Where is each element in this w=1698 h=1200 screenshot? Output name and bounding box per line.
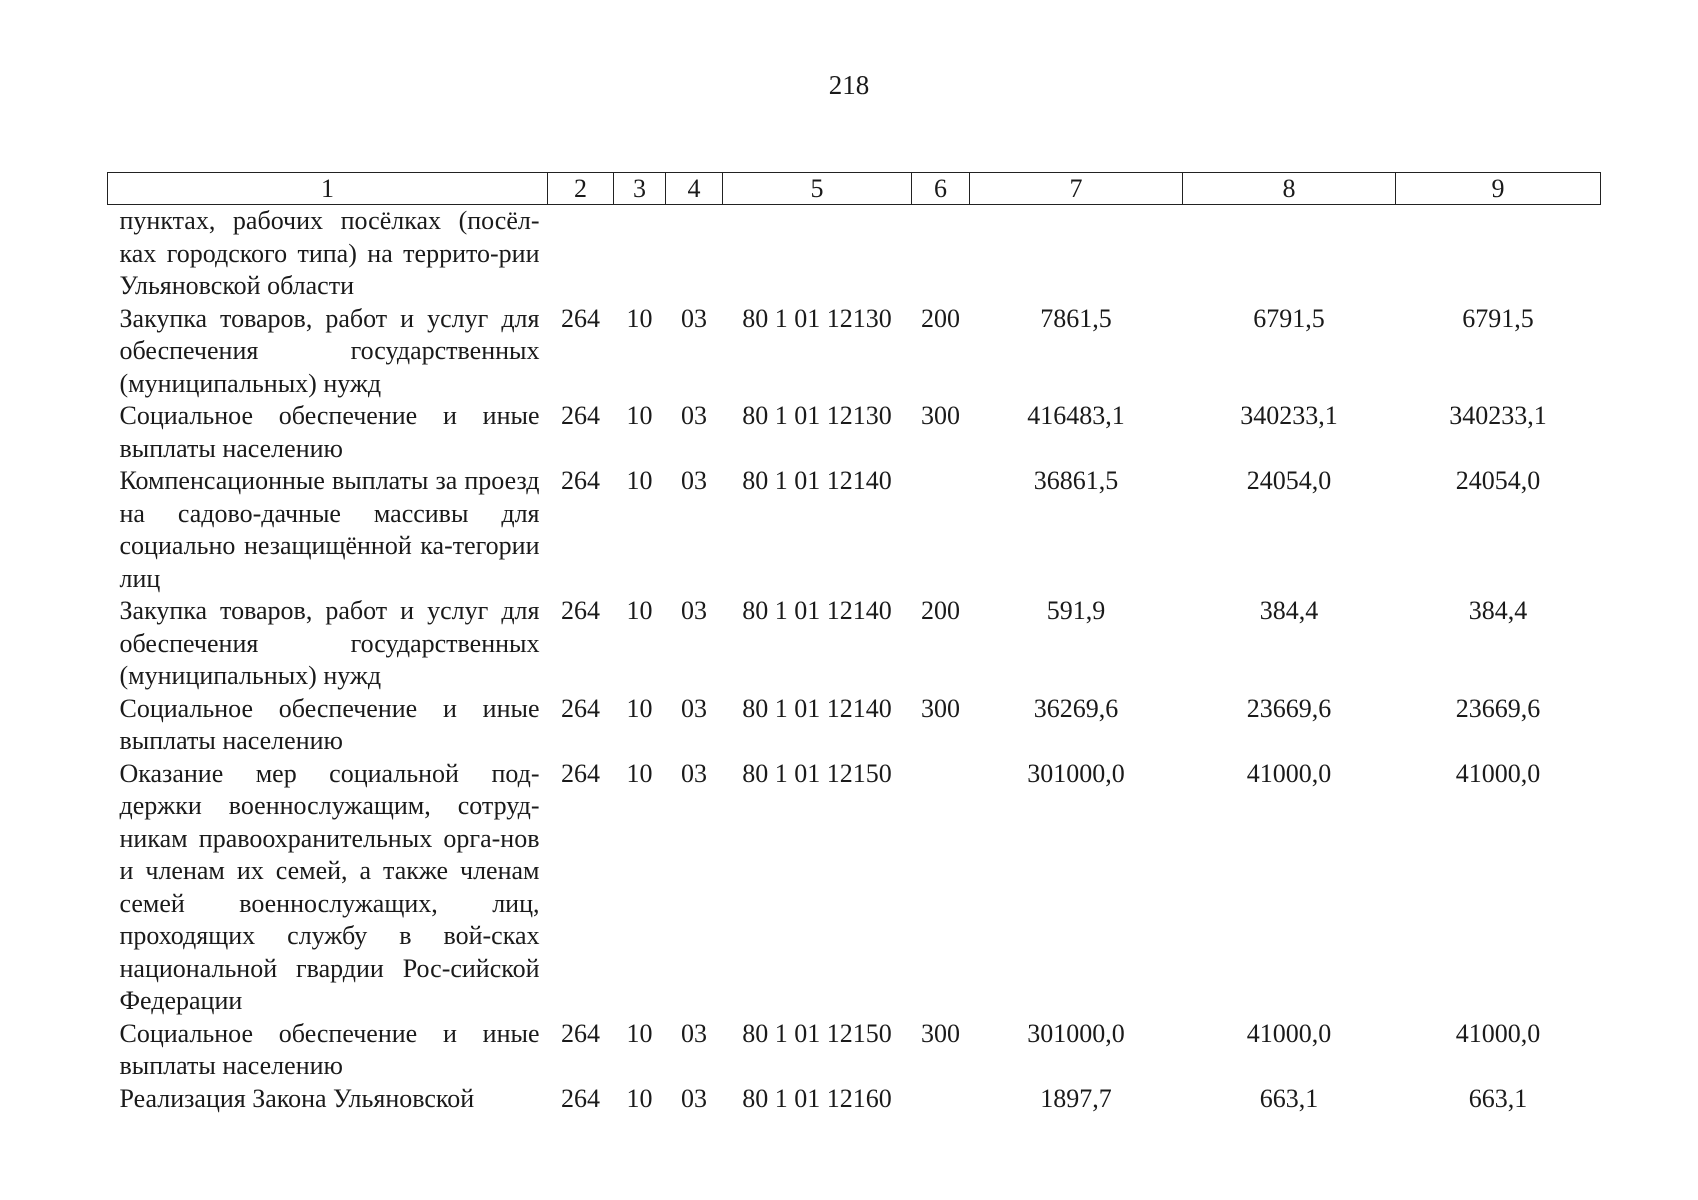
row-amount-8: 340233,1 xyxy=(1240,401,1338,430)
row-amount-7: 1897,7 xyxy=(1040,1083,1112,1113)
row-amount-9: 340233,1 xyxy=(1449,401,1547,430)
row-admin-code xyxy=(548,205,614,303)
row-section: 10 xyxy=(626,758,653,788)
header-col-3: 3 xyxy=(614,173,666,205)
row-name: Социальное обеспечение и иные выплаты населению xyxy=(119,1018,540,1080)
row-expense-type xyxy=(912,205,970,303)
table-row xyxy=(108,1083,1601,1116)
row-admin-code: 264 xyxy=(561,1083,600,1113)
row-amount-9: 6791,5 xyxy=(1462,303,1534,333)
row-admin-code: 264 xyxy=(561,693,600,723)
row-amount-7: 36861,5 xyxy=(1033,466,1119,495)
row-admin-code: 264 xyxy=(561,758,600,788)
row-amount-7: 301000,0 xyxy=(1027,758,1125,788)
page-number: 218 xyxy=(828,70,870,100)
row-amount-7: 36269,6 xyxy=(1033,693,1119,723)
row-admin-code: 264 xyxy=(561,401,600,430)
row-section xyxy=(614,205,666,303)
row-name: Социальное обеспечение и иные выплаты населению xyxy=(119,693,540,755)
row-amount-8: 41000,0 xyxy=(1246,758,1332,788)
row-amount-9: 663,1 xyxy=(1468,1083,1528,1113)
header-col-4: 4 xyxy=(666,173,723,205)
row-target-article: 80 1 01 12140 xyxy=(742,693,892,723)
row-subsection: 03 xyxy=(681,466,707,495)
table-row xyxy=(108,205,1601,303)
row-admin-code: 264 xyxy=(561,1018,600,1048)
row-amount-9: 41000,0 xyxy=(1455,758,1541,788)
row-expense-type: 200 xyxy=(921,303,960,333)
header-col-6: 6 xyxy=(912,173,970,205)
row-amount-8: 384,4 xyxy=(1259,596,1319,625)
row-target-article: 80 1 01 12150 xyxy=(742,1018,892,1048)
row-subsection: 03 xyxy=(681,758,707,788)
row-section: 10 xyxy=(626,303,653,333)
row-amount-8: 663,1 xyxy=(1259,1083,1319,1113)
row-name: Закупка товаров, работ и услуг для обеспечения государственных (муниципальных) нужд xyxy=(119,596,540,690)
row-name: Реализация Закона Ульяновской xyxy=(119,1083,475,1113)
row-subsection: 03 xyxy=(681,303,707,333)
row-name: Компенсационные выплаты за проезд на садово-дачные массивы для социально незащищённой ка-тегории лиц xyxy=(119,466,540,593)
row-target-article: 80 1 01 12130 xyxy=(742,401,892,430)
budget-table xyxy=(107,172,1601,1115)
row-target-article: 80 1 01 12140 xyxy=(742,596,892,625)
table-row xyxy=(108,595,1601,693)
row-target-article: 80 1 01 12130 xyxy=(742,303,892,333)
row-expense-type: 300 xyxy=(921,1018,960,1048)
row-amount-7 xyxy=(970,205,1183,303)
header-col-5: 5 xyxy=(723,173,912,205)
row-name: Оказание мер социальной под-держки военнослужащим, сотруд-никам правоохранительных орга-нов и членам их семей, а также членам семей военнослужащих, лиц, проходящих службу в вой-сках национальной гвардии Рос-сийской Федерации xyxy=(119,758,540,1015)
header-row xyxy=(108,173,1601,205)
row-amount-9: 24054,0 xyxy=(1455,466,1541,495)
row-amount-7: 7861,5 xyxy=(1040,303,1112,333)
table-row xyxy=(108,693,1601,758)
table-row xyxy=(108,303,1601,401)
row-amount-9: 41000,0 xyxy=(1455,1018,1541,1048)
row-section: 10 xyxy=(626,401,653,430)
row-amount-8: 41000,0 xyxy=(1246,1018,1332,1048)
row-subsection: 03 xyxy=(681,401,707,430)
row-amount-9 xyxy=(1396,205,1601,303)
row-amount-9: 23669,6 xyxy=(1455,693,1541,723)
row-amount-7: 591,9 xyxy=(1046,596,1106,625)
row-expense-type xyxy=(912,758,970,1018)
row-target-article: 80 1 01 12140 xyxy=(742,466,892,495)
row-section: 10 xyxy=(626,466,653,495)
row-admin-code: 264 xyxy=(561,303,600,333)
header-col-2: 2 xyxy=(548,173,614,205)
row-amount-9: 384,4 xyxy=(1468,596,1528,625)
header-col-9: 9 xyxy=(1396,173,1601,205)
row-expense-type xyxy=(912,465,970,595)
row-name: пунктах, рабочих посёлках (посёл-ках городского типа) на террито-рии Ульяновской области xyxy=(119,206,540,300)
table-row xyxy=(108,758,1601,1018)
row-expense-type xyxy=(912,1083,970,1116)
row-target-article: 80 1 01 12160 xyxy=(742,1083,892,1113)
row-section: 10 xyxy=(626,1018,653,1048)
row-subsection: 03 xyxy=(681,1018,707,1048)
row-expense-type: 300 xyxy=(921,401,960,430)
row-expense-type: 200 xyxy=(921,596,960,625)
row-admin-code: 264 xyxy=(561,466,600,495)
header-col-1: 1 xyxy=(108,173,548,205)
row-amount-7: 416483,1 xyxy=(1027,401,1125,430)
row-amount-8: 24054,0 xyxy=(1246,466,1332,495)
row-amount-7: 301000,0 xyxy=(1027,1018,1125,1048)
row-subsection: 03 xyxy=(681,596,707,625)
row-subsection xyxy=(666,205,723,303)
row-amount-8: 6791,5 xyxy=(1253,303,1325,333)
row-name: Закупка товаров, работ и услуг для обеспечения государственных (муниципальных) нужд xyxy=(119,303,540,398)
table-row xyxy=(108,400,1601,465)
header-col-7: 7 xyxy=(970,173,1183,205)
row-section: 10 xyxy=(626,596,653,625)
row-expense-type: 300 xyxy=(921,693,960,723)
row-name: Социальное обеспечение и иные выплаты населению xyxy=(119,401,540,463)
row-amount-8: 23669,6 xyxy=(1246,693,1332,723)
row-target-article: 80 1 01 12150 xyxy=(742,758,892,788)
row-subsection: 03 xyxy=(681,693,707,723)
row-section: 10 xyxy=(626,1083,653,1113)
row-subsection: 03 xyxy=(681,1083,707,1113)
row-admin-code: 264 xyxy=(561,596,600,625)
header-col-8: 8 xyxy=(1183,173,1396,205)
row-target-article xyxy=(723,205,912,303)
table-row xyxy=(108,1018,1601,1083)
row-amount-8 xyxy=(1183,205,1396,303)
row-section: 10 xyxy=(626,693,653,723)
table-row xyxy=(108,465,1601,595)
